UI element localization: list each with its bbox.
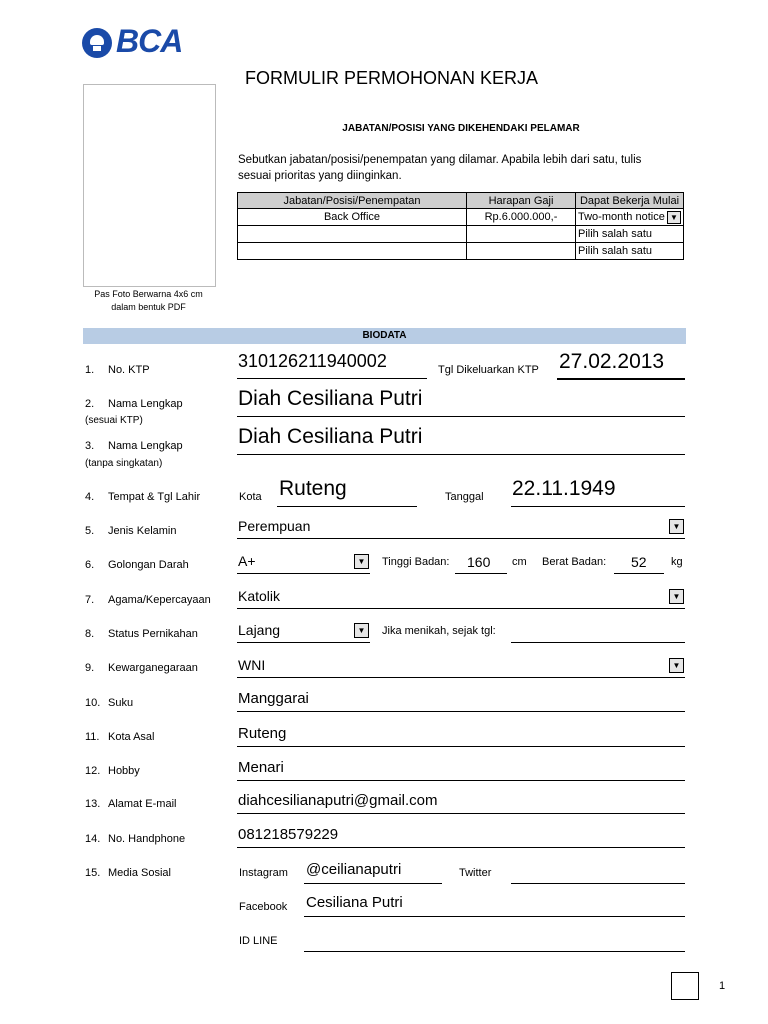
height-unit: cm bbox=[512, 556, 527, 568]
label-birth-city: Kota bbox=[239, 491, 262, 503]
position-section-heading: JABATAN/POSISI YANG DIKEHENDAKI PELAMAR bbox=[342, 123, 580, 134]
marital-select[interactable] bbox=[237, 620, 370, 643]
ktp-issued-field[interactable] bbox=[557, 349, 685, 380]
nationality-value: WNI bbox=[238, 657, 266, 673]
home-city-value: Ruteng bbox=[238, 725, 287, 742]
instruction-line-1: Sebutkan jabatan/posisi/penempatan yang dilamar. Apabila lebih dari satu, tulis bbox=[238, 154, 642, 166]
label-ethnicity: Suku bbox=[108, 697, 134, 709]
row-number: 2. bbox=[85, 398, 95, 410]
row-number: 1. bbox=[85, 364, 95, 376]
col-header-start: Dapat Bekerja Mulai bbox=[576, 193, 684, 209]
ktp-field[interactable] bbox=[237, 350, 427, 379]
married-since-field[interactable] bbox=[511, 620, 685, 643]
blood-value: A+ bbox=[238, 553, 256, 569]
ktp-issued-value: 27.02.2013 bbox=[559, 350, 665, 373]
blood-select[interactable] bbox=[237, 551, 370, 574]
home-city-field[interactable] bbox=[237, 723, 685, 747]
row-number: 12. bbox=[85, 765, 101, 777]
email-field[interactable] bbox=[237, 790, 685, 814]
row-number: 14. bbox=[85, 833, 101, 845]
nationality-select[interactable] bbox=[237, 655, 685, 678]
page-checkbox[interactable] bbox=[671, 972, 699, 1000]
label-hobby: Hobby bbox=[108, 765, 140, 777]
label-facebook: Facebook bbox=[239, 901, 288, 913]
row-number: 11. bbox=[85, 731, 100, 743]
facebook-field[interactable] bbox=[304, 892, 685, 917]
label-email: Alamat E-mail bbox=[108, 798, 177, 810]
row-number: 10. bbox=[85, 697, 101, 709]
row-number: 7. bbox=[85, 594, 95, 606]
religion-select[interactable] bbox=[237, 586, 685, 609]
table-row bbox=[238, 243, 684, 260]
label-weight: Berat Badan: bbox=[542, 556, 607, 568]
label-ktp-issued: Tgl Dikeluarkan KTP bbox=[438, 364, 539, 376]
name-ktp-field[interactable] bbox=[237, 385, 685, 417]
name-ktp-value: Diah Cesiliana Putri bbox=[238, 387, 423, 410]
birth-city-field[interactable] bbox=[277, 476, 417, 507]
label-name-ktp: Nama Lengkap bbox=[108, 398, 183, 410]
label-gender: Jenis Kelamin bbox=[108, 525, 177, 537]
phone-value: 081218579229 bbox=[238, 826, 339, 843]
email-value: diahcesilianaputri@gmail.com bbox=[238, 792, 438, 809]
birth-city-value: Ruteng bbox=[279, 477, 347, 500]
twitter-field[interactable] bbox=[511, 858, 685, 884]
instagram-value: @ceilianaputri bbox=[306, 861, 402, 878]
position-cell[interactable] bbox=[238, 226, 467, 243]
label-social: Media Sosial bbox=[108, 867, 171, 879]
line-field[interactable] bbox=[304, 927, 685, 952]
full-name-field[interactable] bbox=[237, 423, 685, 455]
height-value: 160 bbox=[467, 554, 491, 570]
table-row bbox=[238, 226, 684, 243]
row-number: 5. bbox=[85, 525, 95, 537]
label-full-name: Nama Lengkap bbox=[108, 440, 183, 452]
religion-value: Katolik bbox=[238, 588, 281, 604]
bca-logo-text: BCA bbox=[116, 23, 183, 59]
ethnicity-value: Manggarai bbox=[238, 690, 309, 707]
row-number: 13. bbox=[85, 798, 101, 810]
salary-cell[interactable] bbox=[467, 226, 576, 243]
marital-value: Lajang bbox=[238, 622, 281, 638]
instruction-line-2: sesuai prioritas yang diinginkan. bbox=[238, 170, 402, 182]
label-twitter: Twitter bbox=[459, 867, 492, 879]
label-name-ktp-sub: (sesuai KTP) bbox=[85, 415, 143, 426]
label-line: ID LINE bbox=[239, 935, 278, 947]
chevron-down-icon[interactable]: ▼ bbox=[669, 519, 684, 534]
col-header-salary: Harapan Gaji bbox=[467, 193, 576, 209]
ethnicity-field[interactable] bbox=[237, 688, 685, 712]
row-number: 6. bbox=[85, 559, 95, 571]
position-instruction bbox=[238, 152, 668, 184]
photo-caption bbox=[83, 288, 214, 314]
hobby-field[interactable] bbox=[237, 757, 685, 781]
photo-caption-line-2: dalam bentuk PDF bbox=[111, 302, 186, 312]
label-phone: No. Handphone bbox=[108, 833, 186, 845]
bca-logo-icon bbox=[82, 28, 112, 58]
chevron-down-icon[interactable]: ▼ bbox=[669, 589, 684, 604]
start-value: Two-month notice bbox=[578, 211, 665, 223]
weight-field[interactable] bbox=[614, 551, 664, 574]
table-row bbox=[238, 209, 684, 226]
salary-cell[interactable]: Rp.6.000.000,- bbox=[467, 209, 576, 226]
col-header-position: Jabatan/Posisi/Penempatan bbox=[238, 193, 467, 209]
start-cell[interactable] bbox=[576, 209, 684, 226]
label-height: Tinggi Badan: bbox=[382, 556, 450, 568]
label-ktp: No. KTP bbox=[108, 364, 150, 376]
gender-select[interactable] bbox=[237, 516, 685, 539]
weight-unit: kg bbox=[671, 556, 683, 568]
height-field[interactable] bbox=[455, 551, 507, 574]
label-nationality: Kewarganegaraan bbox=[108, 662, 198, 674]
facebook-value: Cesiliana Putri bbox=[306, 894, 403, 911]
position-cell[interactable]: Back Office bbox=[238, 209, 467, 226]
row-number: 15. bbox=[85, 867, 101, 879]
start-cell[interactable]: Pilih salah satu bbox=[576, 226, 684, 243]
label-full-name-sub: (tanpa singkatan) bbox=[85, 458, 163, 469]
label-blood: Golongan Darah bbox=[108, 559, 189, 571]
full-name-value: Diah Cesiliana Putri bbox=[238, 425, 423, 448]
row-number: 3. bbox=[85, 440, 95, 452]
biodata-heading: BIODATA bbox=[83, 328, 686, 344]
label-marital: Status Pernikahan bbox=[108, 628, 198, 640]
ktp-value: 310126211940002 bbox=[238, 351, 387, 371]
chevron-down-icon[interactable]: ▼ bbox=[354, 623, 369, 638]
label-home-city: Kota Asal bbox=[108, 731, 155, 743]
position-table bbox=[237, 192, 684, 260]
label-instagram: Instagram bbox=[239, 867, 288, 879]
weight-value: 52 bbox=[631, 554, 647, 570]
start-cell[interactable]: Pilih salah satu bbox=[576, 243, 684, 260]
label-birth-date: Tanggal bbox=[445, 491, 484, 503]
photo-caption-line-1: Pas Foto Berwarna 4x6 cm bbox=[94, 289, 203, 299]
phone-field[interactable] bbox=[237, 824, 685, 848]
gender-value: Perempuan bbox=[238, 518, 311, 534]
row-number: 9. bbox=[85, 662, 95, 674]
instagram-field[interactable] bbox=[304, 858, 442, 884]
dropdown-arrow-icon[interactable]: ▼ bbox=[667, 211, 681, 224]
row-number: 4. bbox=[85, 491, 95, 503]
row-number: 8. bbox=[85, 628, 95, 640]
photo-placeholder[interactable] bbox=[83, 84, 216, 287]
birth-date-value: 22.11.1949 bbox=[512, 477, 616, 500]
page-number: 1 bbox=[719, 980, 726, 992]
form-title: FORMULIR PERMOHONAN KERJA bbox=[245, 68, 539, 88]
salary-cell[interactable] bbox=[467, 243, 576, 260]
label-religion: Agama/Kepercayaan bbox=[108, 594, 211, 606]
chevron-down-icon[interactable]: ▼ bbox=[669, 658, 684, 673]
label-married-since: Jika menikah, sejak tgl: bbox=[382, 625, 496, 637]
position-cell[interactable] bbox=[238, 243, 467, 260]
chevron-down-icon[interactable]: ▼ bbox=[354, 554, 369, 569]
birth-date-field[interactable] bbox=[511, 476, 685, 507]
label-birth: Tempat & Tgl Lahir bbox=[108, 491, 201, 503]
hobby-value: Menari bbox=[238, 759, 284, 776]
